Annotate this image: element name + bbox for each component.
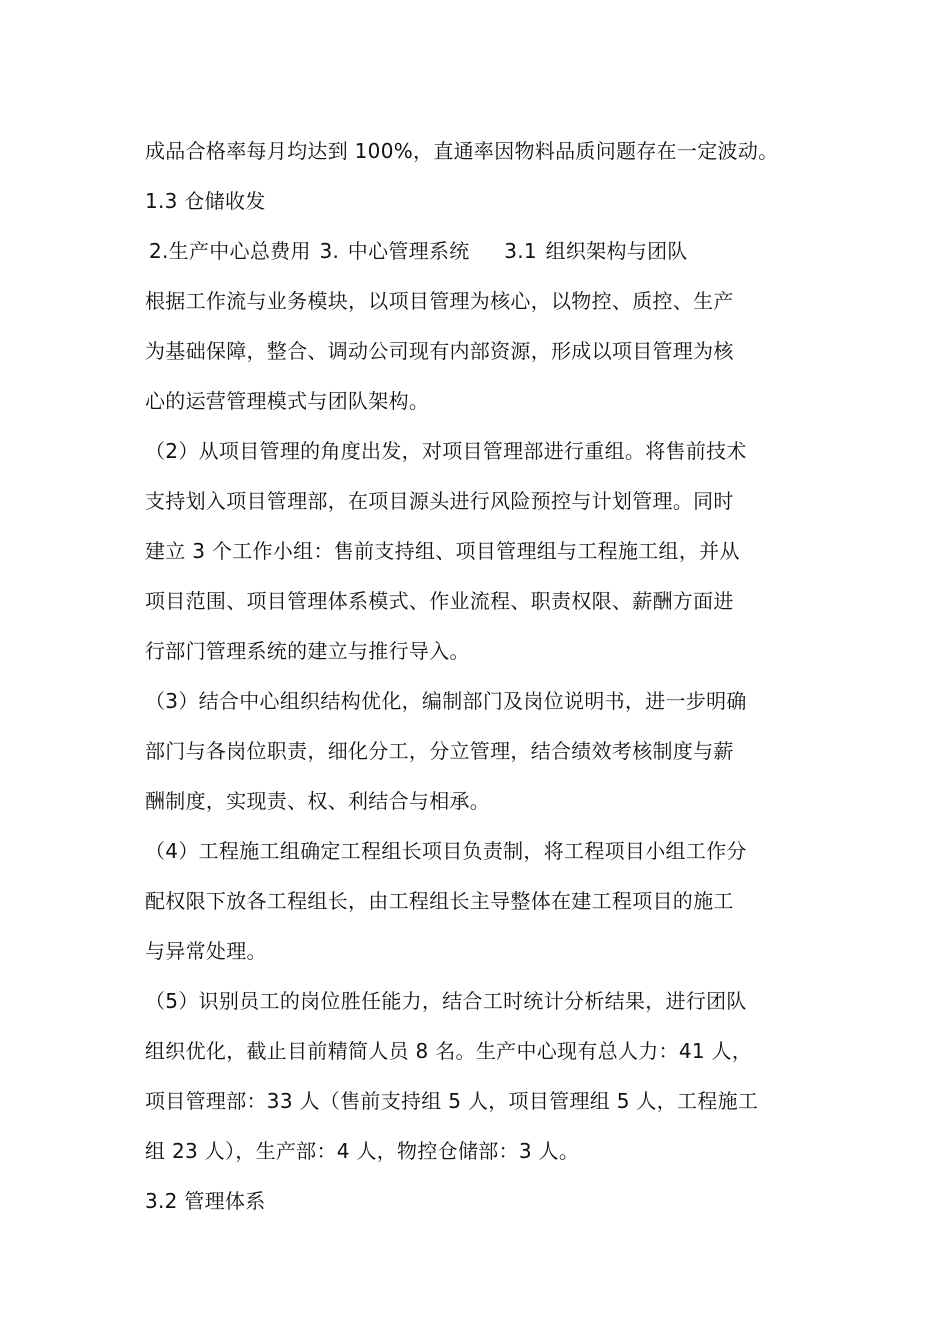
paragraph-line: （3）结合中心组织结构优化，编制部门及岗位说明书，进一步明确: [145, 689, 747, 713]
paragraph-line: 为基础保障，整合、调动公司现有内部资源，形成以项目管理为核: [145, 339, 734, 363]
paragraph-line: 酬制度，实现责、权、利结合与相承。: [145, 789, 491, 813]
paragraph-line: 成品合格率每月均达到 100%，直通率因物料品质问题存在一定波动。: [145, 139, 779, 163]
paragraph-line: 行部门管理系统的建立与推行导入。: [145, 639, 470, 663]
paragraph-line: 组织优化，截止目前精简人员 8 名。生产中心现有总人力：41 人，: [145, 1039, 753, 1063]
paragraph-line: 心的运营管理模式与团队架构。: [145, 389, 430, 413]
paragraph-line: 根据工作流与业务模块，以项目管理为核心，以物控、质控、生产: [145, 289, 734, 313]
paragraph-line: 建立 3 个工作小组：售前支持组、项目管理组与工程施工组，并从: [145, 539, 740, 563]
section-heading-1-3: 1.3 仓储收发: [145, 189, 266, 213]
paragraph-line: 与异常处理。: [145, 939, 267, 963]
paragraph-line: （4）工程施工组确定工程组长项目负责制，将工程项目小组工作分: [145, 839, 747, 863]
document-body: [145, 128, 825, 1228]
paragraph-line: 组 23 人），生产部：4 人，物控仓储部：3 人。: [145, 1139, 580, 1163]
paragraph-line: 配权限下放各工程组长，由工程组长主导整体在建工程项目的施工: [145, 889, 734, 913]
paragraph-line: 支持划入项目管理部，在项目源头进行风险预控与计划管理。同时: [145, 489, 734, 513]
paragraph-line: （5）识别员工的岗位胜任能力，结合工时统计分析结果，进行团队: [145, 989, 747, 1013]
paragraph-line: 项目范围、项目管理体系模式、作业流程、职责权限、薪酬方面进: [145, 589, 734, 613]
paragraph-line: （2）从项目管理的角度出发，对项目管理部进行重组。将售前技术: [145, 439, 747, 463]
paragraph-line: 项目管理部：33 人（售前支持组 5 人，项目管理组 5 人，工程施工: [145, 1089, 759, 1113]
section-heading-3-2: 3.2 管理体系: [145, 1189, 266, 1213]
section-heading-line: 2.生产中心总费用 3. 中心管理系统 3.1 组织架构与团队: [149, 239, 688, 263]
paragraph-line: 部门与各岗位职责，细化分工，分立管理，结合绩效考核制度与薪: [145, 739, 734, 763]
